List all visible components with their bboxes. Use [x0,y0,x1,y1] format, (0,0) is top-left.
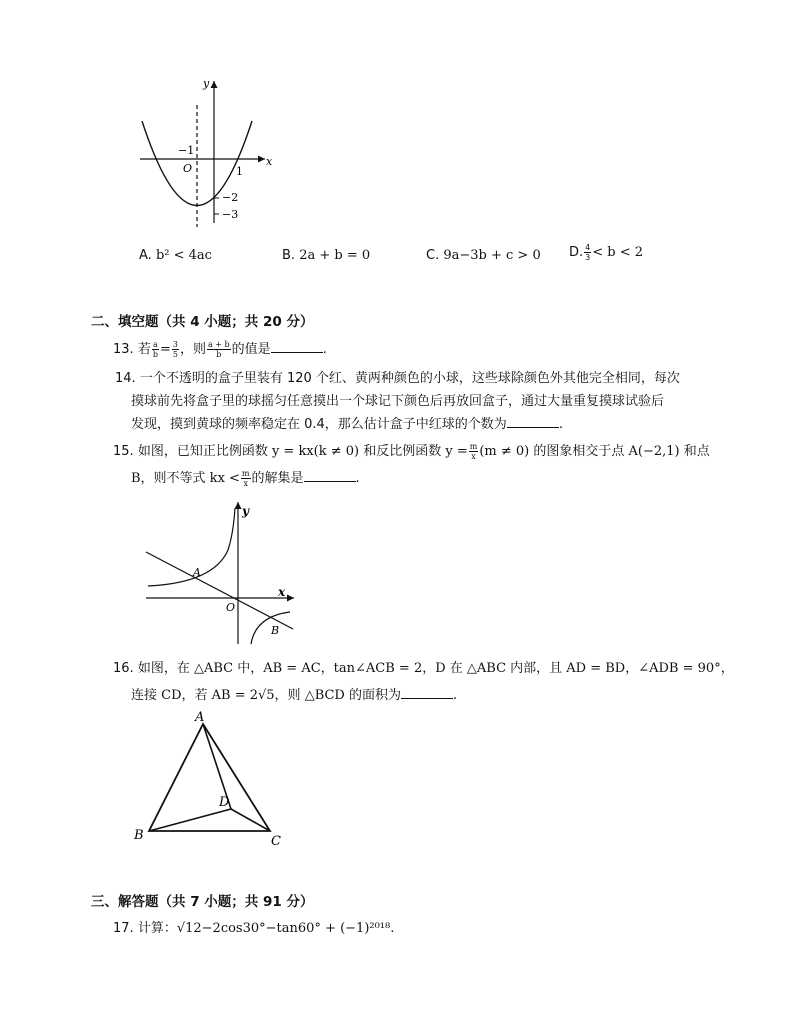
fraction-a-over-b: $\frac{a}{b}$ [152,340,158,359]
answer-blank[interactable] [304,469,356,482]
question-16: 16. 如图，在 △ABC 中，AB = AC，tan∠ACB = 2，D 在 △ABC 内部，且 AD = BD，∠ADB = 90°， 连接 CD，若 AB = 2√5，则 △BCD 的面积为 . [113,661,734,703]
fraction: $\frac{4}{3}$ [585,243,591,262]
x-axis-label: x [266,155,273,168]
q12-option-c[interactable] [426,248,541,263]
question-number: 17. [113,921,134,936]
option-letter: C. [426,248,440,263]
neg1-label: −1 [178,144,195,157]
neg2-label: −2 [222,191,239,204]
neg3-label: −3 [222,208,239,221]
fraction-a-plus-b-over-b: $\frac{a + b}{b}$ [207,340,230,359]
vertex-b-label: B [134,828,144,843]
origin-label: O [183,162,193,175]
option-text: b² < 4ac [155,248,212,263]
one-label: 1 [236,165,243,178]
point-a-label: A [193,566,201,579]
question-number: 16. [113,661,134,676]
question-15: 15. 如图，已知正比例函数 y = kx(k ≠ 0) 和反比例函数 y = $\frac{m}{x}$ (m ≠ 0) 的图象相交于点 A(−2,1) 和点 B，则不等式 kx < $\frac{m}{x}$ 的解集是 . [113,442,710,488]
section2-title: 二、填空题（共 4 小题；共 20 分） [91,314,314,330]
segment-bd [149,809,231,831]
fraction-3-over-5: $\frac{3}{5}$ [172,340,178,359]
option-text: 9a−3b + c > 0 [443,248,541,263]
question-17: 17. 计算：√12−2cos30°−tan60° + (−1)²⁰¹⁸. [113,921,395,936]
q12-option-a[interactable] [139,248,212,263]
answer-blank[interactable] [507,415,559,428]
q12-option-b[interactable] [282,248,370,263]
point-d-label: D [219,795,230,810]
q12-parabola-graph [130,75,280,235]
option-letter: B. [282,248,296,263]
option-text: 2a + b = 0 [299,248,371,263]
origin-label: O [226,601,236,614]
answer-blank[interactable] [271,340,323,353]
question-number: 13. [113,342,134,357]
hyperbola-branch-left [148,508,235,586]
question-14: 14. 一个不透明的盒子里装有 120 个红、黄两种颜色的小球，这些球除颜色外其他完全相同，每次 摸球前先将盒子里的球摇匀任意摸出一个球记下颜色后再放回盒子，通过大量重复摸球试验后 发现，摸到黄球的频率稳定在 0.4，那么估计盒子中红球的个数为 . [115,371,680,432]
x-axis-label: x [278,585,286,599]
question-13: 13. 若 $\frac{a}{b}$ = $\frac{3}{5}$ ，则 $\frac{a + b}{b}$ 的值是 . [113,340,327,359]
q12-option-d[interactable] [569,243,643,262]
option-letter: A. [139,248,152,263]
answer-blank[interactable] [401,686,453,699]
q16-triangle-figure [130,707,295,852]
vertex-a-label: A [195,710,205,725]
point-b-label: B [271,624,280,637]
question-number: 15. [113,444,134,459]
question-number: 14. [115,371,136,386]
section3-title: 三、解答题（共 7 小题；共 91 分） [91,894,314,910]
option-text: < b < 2 [592,245,644,260]
option-letter: D. [569,245,584,260]
vertex-c-label: C [271,834,281,849]
y-axis-label: y [242,504,249,518]
q15-function-graph [140,498,300,648]
y-axis-label: y [203,77,210,90]
